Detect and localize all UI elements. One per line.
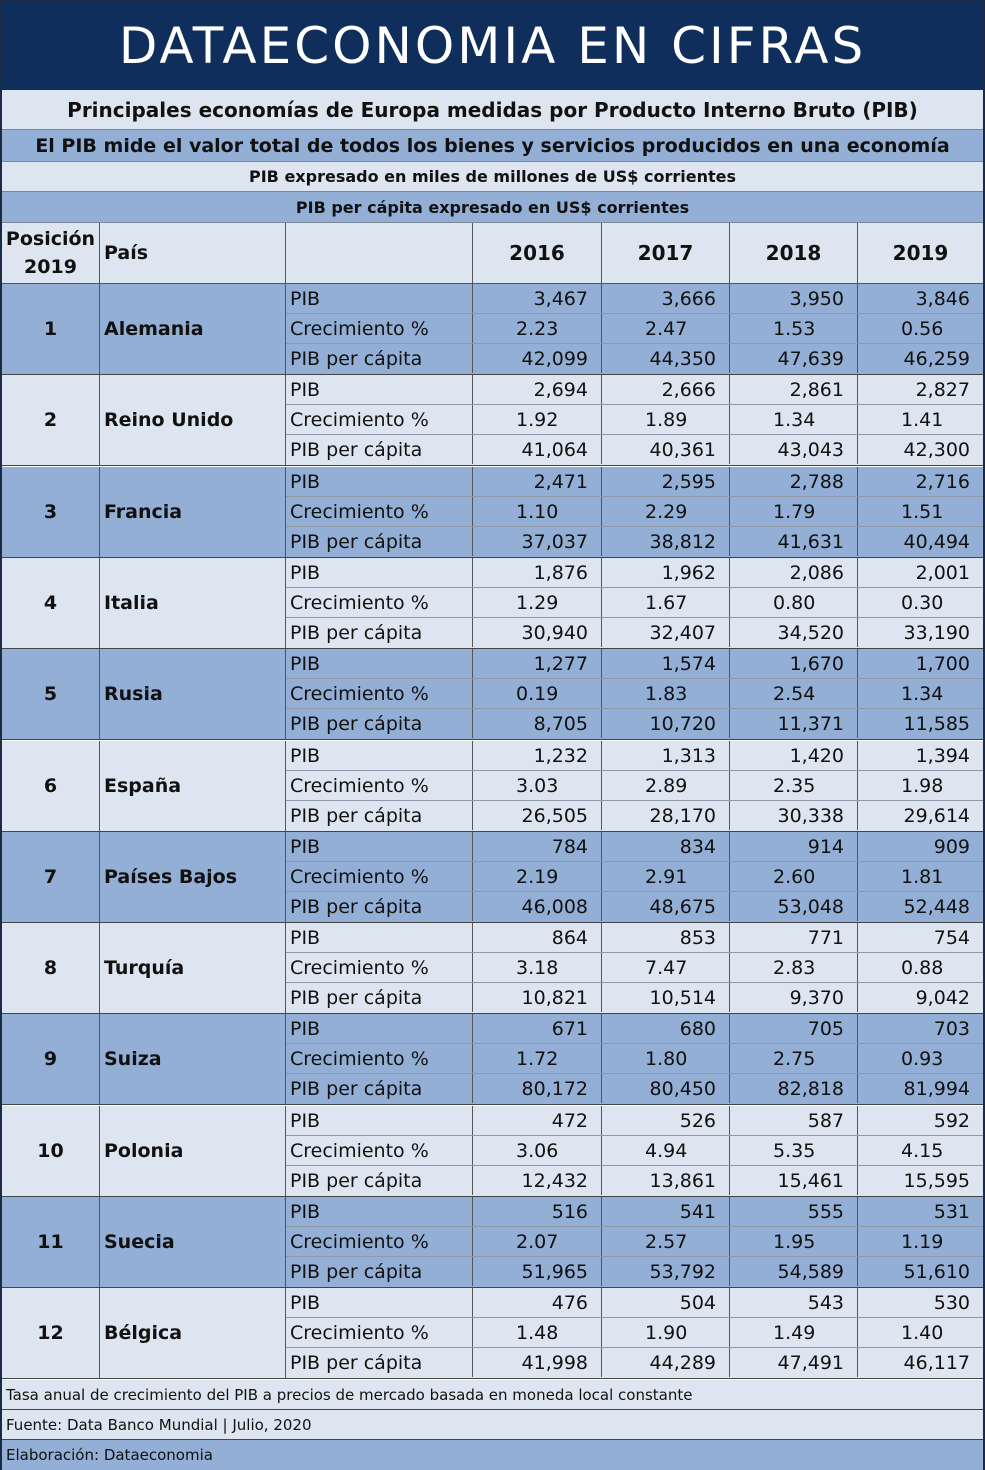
table-description: El PIB mide el valor total de todos los bienes y servicios producidos en una economía: [2, 130, 983, 162]
value-cell: 1.48: [473, 1318, 602, 1347]
value-cell: 1.51: [901, 500, 944, 523]
value-cell: 1.29: [473, 588, 602, 617]
position-cell: 1: [2, 284, 100, 374]
table-row: [286, 1106, 983, 1136]
value-cell: 46,008: [473, 892, 602, 921]
position-cell: 3: [2, 467, 100, 557]
country-group: [2, 375, 983, 466]
country-name: Bélgica: [100, 1288, 286, 1378]
value-cell: 40,361: [602, 435, 730, 464]
header-year-2018: 2018: [730, 223, 858, 283]
value-cell: 2.07: [473, 1227, 602, 1256]
value-cell: 48,675: [602, 892, 730, 921]
header-year-2017: 2017: [602, 223, 730, 283]
value-cell: 7.47: [602, 953, 730, 982]
country-name: Reino Unido: [100, 375, 286, 465]
value-cell: 40,494: [903, 530, 970, 553]
country-name: Polonia: [100, 1106, 286, 1196]
value-cell: 4.94: [602, 1136, 730, 1165]
value-cell: 41,631: [730, 527, 858, 556]
metric-label: PIB per cápita: [286, 618, 473, 647]
table-row: [286, 284, 983, 314]
value-cell: 680: [602, 1014, 730, 1043]
value-cell: 472: [473, 1106, 602, 1135]
footnote-credit: Elaboración: Dataeconomia: [2, 1440, 983, 1470]
value-cell: 10,514: [602, 983, 730, 1012]
country-group: [2, 1197, 983, 1288]
value-cell: 3,846: [915, 287, 970, 310]
position-cell: 5: [2, 649, 100, 739]
value-cell: 1,232: [473, 741, 602, 770]
table-row: [286, 344, 983, 374]
metric-label: Crecimiento %: [286, 771, 473, 800]
header-year-2019: 2019: [892, 241, 949, 265]
metric-label: PIB: [286, 1288, 473, 1317]
table-row: [286, 709, 983, 739]
value-cell: 2.54: [730, 679, 858, 708]
value-cell: 0.80: [730, 588, 858, 617]
position-cell: 12: [2, 1288, 100, 1378]
metric-label: Crecimiento %: [286, 314, 473, 343]
value-cell: 4.15: [901, 1139, 944, 1162]
value-cell: 52,448: [903, 895, 970, 918]
value-cell: 32,407: [602, 618, 730, 647]
value-cell: 13,861: [602, 1166, 730, 1195]
table-row: [286, 375, 983, 405]
table-row: [286, 618, 983, 648]
value-cell: 1,876: [473, 558, 602, 587]
country-name: Rusia: [100, 649, 286, 739]
metric-label: PIB per cápita: [286, 892, 473, 921]
value-cell: 1.90: [602, 1318, 730, 1347]
value-cell: 2,086: [730, 558, 858, 587]
value-cell: 15,595: [903, 1169, 970, 1192]
metric-label: PIB per cápita: [286, 435, 473, 464]
value-cell: 1,962: [602, 558, 730, 587]
country-name: España: [100, 741, 286, 831]
value-cell: 909: [933, 835, 970, 858]
metric-label: PIB per cápita: [286, 709, 473, 738]
value-cell: 0.56: [901, 317, 944, 340]
value-cell: 1.67: [602, 588, 730, 617]
value-cell: 2,001: [915, 561, 970, 584]
value-cell: 1.89: [602, 405, 730, 434]
value-cell: 2,716: [915, 470, 970, 493]
table-header-row: [2, 223, 983, 284]
table-row: [286, 771, 983, 801]
table-row: [286, 1227, 983, 1257]
metric-label: Crecimiento %: [286, 497, 473, 526]
header-year-2016: 2016: [473, 223, 602, 283]
metric-label: PIB per cápita: [286, 344, 473, 373]
value-cell: 46,259: [903, 347, 970, 370]
value-cell: 3,666: [602, 284, 730, 313]
value-cell: 1.34: [730, 405, 858, 434]
value-cell: 9,042: [915, 986, 970, 1009]
country-name: Alemania: [100, 284, 286, 374]
value-cell: 3.06: [473, 1136, 602, 1165]
value-cell: 1.53: [730, 314, 858, 343]
metric-label: Crecimiento %: [286, 862, 473, 891]
value-cell: 587: [730, 1106, 858, 1135]
value-cell: 516: [473, 1197, 602, 1226]
value-cell: 2.89: [602, 771, 730, 800]
metric-label: PIB per cápita: [286, 1348, 473, 1377]
value-cell: 853: [602, 923, 730, 952]
table-row: [286, 1014, 983, 1044]
country-name: Turquía: [100, 923, 286, 1013]
position-cell: 11: [2, 1197, 100, 1287]
country-name: Francia: [100, 467, 286, 557]
value-cell: 0.93: [901, 1047, 944, 1070]
value-cell: 26,505: [473, 801, 602, 830]
value-cell: 53,792: [602, 1257, 730, 1286]
value-cell: 1.98: [901, 774, 944, 797]
value-cell: 1,277: [473, 649, 602, 678]
table-row: [286, 467, 983, 497]
table-row: [286, 405, 983, 435]
value-cell: 1.81: [901, 865, 944, 888]
table-row: [286, 314, 983, 344]
value-cell: 2,471: [473, 467, 602, 496]
country-name: Países Bajos: [100, 832, 286, 922]
value-cell: 82,818: [730, 1074, 858, 1103]
metric-label: PIB: [286, 649, 473, 678]
country-group: [2, 467, 983, 558]
value-cell: 784: [473, 832, 602, 861]
value-cell: 543: [730, 1288, 858, 1317]
value-cell: 29,614: [903, 804, 970, 827]
value-cell: 555: [730, 1197, 858, 1226]
table-row: [286, 1074, 983, 1104]
metric-label: Crecimiento %: [286, 1227, 473, 1256]
value-cell: 15,461: [730, 1166, 858, 1195]
value-cell: 1,313: [602, 741, 730, 770]
value-cell: 1.19: [901, 1230, 944, 1253]
position-cell: 2: [2, 375, 100, 465]
country-group: [2, 1288, 983, 1379]
value-cell: 51,610: [903, 1260, 970, 1283]
value-cell: 47,491: [730, 1348, 858, 1377]
metric-label: PIB per cápita: [286, 1074, 473, 1103]
country-group: [2, 1014, 983, 1105]
metric-label: Crecimiento %: [286, 1318, 473, 1347]
value-cell: 671: [473, 1014, 602, 1043]
value-cell: 530: [933, 1291, 970, 1314]
value-cell: 2.57: [602, 1227, 730, 1256]
country-group: [2, 649, 983, 740]
value-cell: 11,585: [903, 712, 970, 735]
value-cell: 42,099: [473, 344, 602, 373]
value-cell: 41,064: [473, 435, 602, 464]
value-cell: 2,694: [473, 375, 602, 404]
value-cell: 5.35: [730, 1136, 858, 1165]
metric-label: PIB: [286, 923, 473, 952]
page-title: DATAECONOMIA EN CIFRAS: [2, 2, 983, 92]
table-row: [286, 1044, 983, 1074]
metric-label: Crecimiento %: [286, 405, 473, 434]
table-row: [286, 527, 983, 557]
value-cell: 80,450: [602, 1074, 730, 1103]
metric-label: PIB per cápita: [286, 1257, 473, 1286]
value-cell: 2.47: [602, 314, 730, 343]
metric-label: PIB per cápita: [286, 983, 473, 1012]
value-cell: 9,370: [730, 983, 858, 1012]
country-group: [2, 284, 983, 375]
value-cell: 2,666: [602, 375, 730, 404]
metric-label: PIB: [286, 375, 473, 404]
table-row: [286, 741, 983, 771]
value-cell: 51,965: [473, 1257, 602, 1286]
value-cell: 914: [730, 832, 858, 861]
value-cell: 2.75: [730, 1044, 858, 1073]
metric-label: Crecimiento %: [286, 588, 473, 617]
table-row: [286, 892, 983, 922]
value-cell: 3.03: [473, 771, 602, 800]
table-row: [286, 649, 983, 679]
value-cell: 10,720: [602, 709, 730, 738]
value-cell: 1.34: [901, 682, 944, 705]
metric-label: PIB per cápita: [286, 801, 473, 830]
value-cell: 8,705: [473, 709, 602, 738]
value-cell: 1,420: [730, 741, 858, 770]
position-cell: 8: [2, 923, 100, 1013]
metric-label: Crecimiento %: [286, 1044, 473, 1073]
table-row: [286, 558, 983, 588]
metric-label: PIB: [286, 832, 473, 861]
value-cell: 2,788: [730, 467, 858, 496]
value-cell: 0.30: [901, 591, 944, 614]
metric-label: PIB: [286, 284, 473, 313]
unit-note-gdp: PIB expresado en miles de millones de US$ corrientes: [2, 162, 983, 192]
value-cell: 28,170: [602, 801, 730, 830]
value-cell: 2.35: [730, 771, 858, 800]
value-cell: 47,639: [730, 344, 858, 373]
value-cell: 703: [933, 1017, 970, 1040]
table-row: [286, 1136, 983, 1166]
value-cell: 1.72: [473, 1044, 602, 1073]
table-row: [286, 435, 983, 465]
value-cell: 33,190: [903, 621, 970, 644]
value-cell: 0.88: [901, 956, 944, 979]
value-cell: 1.83: [602, 679, 730, 708]
country-group: [2, 1106, 983, 1197]
footnote-growth: Tasa anual de crecimiento del PIB a precios de mercado basada en moneda local constante: [2, 1380, 983, 1410]
metric-label: PIB: [286, 1197, 473, 1226]
value-cell: 2.29: [602, 497, 730, 526]
value-cell: 864: [473, 923, 602, 952]
value-cell: 46,117: [903, 1351, 970, 1374]
table-row: [286, 679, 983, 709]
table-row: [286, 1166, 983, 1196]
value-cell: 2,861: [730, 375, 858, 404]
metric-label: PIB: [286, 741, 473, 770]
value-cell: 30,940: [473, 618, 602, 647]
value-cell: 2.83: [730, 953, 858, 982]
value-cell: 705: [730, 1014, 858, 1043]
value-cell: 1.49: [730, 1318, 858, 1347]
value-cell: 42,300: [903, 438, 970, 461]
table-subtitle: Principales economías de Europa medidas por Producto Interno Bruto (PIB): [2, 90, 983, 130]
table-row: [286, 923, 983, 953]
country-name: Suecia: [100, 1197, 286, 1287]
value-cell: 476: [473, 1288, 602, 1317]
metric-label: Crecimiento %: [286, 953, 473, 982]
table-row: [286, 497, 983, 527]
value-cell: 2.23: [473, 314, 602, 343]
metric-label: Crecimiento %: [286, 1136, 473, 1165]
value-cell: 2.60: [730, 862, 858, 891]
position-cell: 7: [2, 832, 100, 922]
country-group: [2, 558, 983, 649]
value-cell: 1,574: [602, 649, 730, 678]
header-metric: [286, 223, 473, 283]
value-cell: 80,172: [473, 1074, 602, 1103]
table-row: [286, 1348, 983, 1378]
position-cell: 10: [2, 1106, 100, 1196]
table-row: [286, 1257, 983, 1287]
table-row: [286, 1197, 983, 1227]
value-cell: 834: [602, 832, 730, 861]
value-cell: 11,371: [730, 709, 858, 738]
metric-label: PIB per cápita: [286, 1166, 473, 1195]
country-group: [2, 923, 983, 1014]
value-cell: 37,037: [473, 527, 602, 556]
value-cell: 592: [933, 1109, 970, 1132]
table-row: [286, 1288, 983, 1318]
metric-label: PIB: [286, 1106, 473, 1135]
metric-label: PIB: [286, 467, 473, 496]
value-cell: 53,048: [730, 892, 858, 921]
metric-label: PIB per cápita: [286, 527, 473, 556]
value-cell: 504: [602, 1288, 730, 1317]
table-row: [286, 1318, 983, 1348]
table-row: [286, 801, 983, 831]
value-cell: 526: [602, 1106, 730, 1135]
value-cell: 531: [933, 1200, 970, 1223]
value-cell: 1.41: [901, 408, 944, 431]
value-cell: 12,432: [473, 1166, 602, 1195]
metric-label: PIB: [286, 1014, 473, 1043]
value-cell: 3.18: [473, 953, 602, 982]
country-group: [2, 741, 983, 832]
table-row: [286, 588, 983, 618]
value-cell: 1.92: [473, 405, 602, 434]
country-group: [2, 832, 983, 923]
value-cell: 2,595: [602, 467, 730, 496]
position-cell: 6: [2, 741, 100, 831]
table-row: [286, 983, 983, 1013]
value-cell: 44,289: [602, 1348, 730, 1377]
country-name: Italia: [100, 558, 286, 648]
value-cell: 30,338: [730, 801, 858, 830]
metric-label: Crecimiento %: [286, 679, 473, 708]
footnote-source: Fuente: Data Banco Mundial | Julio, 2020: [2, 1410, 983, 1440]
unit-note-gdp-per-capita: PIB per cápita expresado en US$ corrientes: [2, 192, 983, 223]
metric-label: PIB: [286, 558, 473, 587]
value-cell: 1,394: [915, 744, 970, 767]
value-cell: 54,589: [730, 1257, 858, 1286]
value-cell: 44,350: [602, 344, 730, 373]
value-cell: 541: [602, 1197, 730, 1226]
value-cell: 81,994: [903, 1077, 970, 1100]
value-cell: 1.40: [901, 1321, 944, 1344]
value-cell: 1.10: [473, 497, 602, 526]
value-cell: 2,827: [915, 378, 970, 401]
table-row: [286, 832, 983, 862]
value-cell: 2.19: [473, 862, 602, 891]
position-cell: 4: [2, 558, 100, 648]
value-cell: 43,043: [730, 435, 858, 464]
header-position: Posición 2019: [2, 223, 100, 283]
value-cell: 771: [730, 923, 858, 952]
position-cell: 9: [2, 1014, 100, 1104]
value-cell: 1.80: [602, 1044, 730, 1073]
value-cell: 41,998: [473, 1348, 602, 1377]
value-cell: 0.19: [473, 679, 602, 708]
value-cell: 754: [933, 926, 970, 949]
value-cell: 34,520: [730, 618, 858, 647]
value-cell: 1.79: [730, 497, 858, 526]
value-cell: 2.91: [602, 862, 730, 891]
table-row: [286, 862, 983, 892]
value-cell: 10,821: [473, 983, 602, 1012]
value-cell: 1,670: [730, 649, 858, 678]
value-cell: 3,950: [730, 284, 858, 313]
header-country: País: [100, 223, 286, 283]
country-name: Suiza: [100, 1014, 286, 1104]
value-cell: 1,700: [915, 652, 970, 675]
value-cell: 1.95: [730, 1227, 858, 1256]
table-row: [286, 953, 983, 983]
value-cell: 38,812: [602, 527, 730, 556]
value-cell: 3,467: [473, 284, 602, 313]
